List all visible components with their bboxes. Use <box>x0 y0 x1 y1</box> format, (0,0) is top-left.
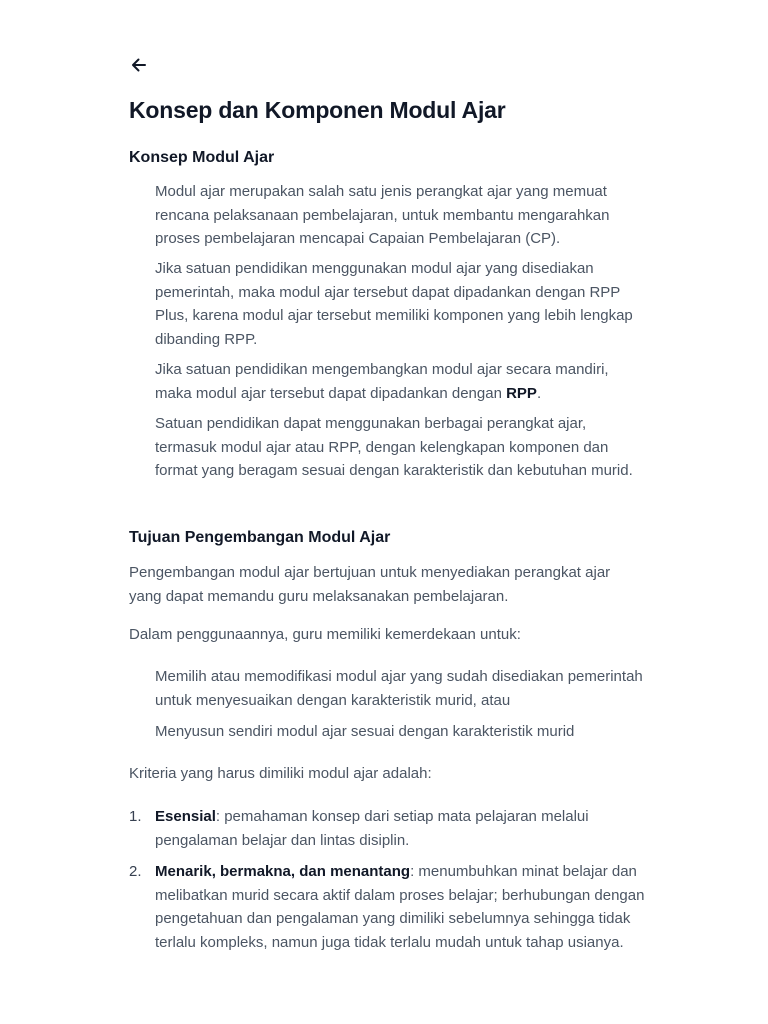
criteria-number-1: 1. <box>129 808 142 825</box>
criteria-item-2 <box>155 860 645 954</box>
criteria-desc-1: : pemahaman konsep dari setiap mata pelajaran melalui pengalaman belajar dan lintas disiplin. <box>155 808 589 849</box>
konsep-paragraph-1: Modul ajar merupakan salah satu jenis perangkat ajar yang memuat rencana pelaksanaan pembelajaran, untuk membantu mengarahkan proses pembelajaran mencapai Capaian Pembelajaran (CP). <box>155 183 610 247</box>
konsep-paragraph-2: Jika satuan pendidikan menggunakan modul ajar yang disediakan pemerintah, maka modul ajar tersebut dapat dipadankan dengan RPP Plus, karena modul ajar tersebut memiliki komponen yang lebih lengkap dibanding RPP. <box>155 260 633 348</box>
arrow-left-icon <box>129 55 149 75</box>
criteria-item-1 <box>155 805 645 852</box>
criteria-desc-2: : menumbuhkan minat belajar dan melibatkan murid secara aktif dalam proses belajar; berhubungan dengan pengetahuan dan pengalaman yang dimiliki sebelumnya sehingga tidak terlalu kompleks, namun juga tidak terlalu mudah untuk tahap usianya. <box>155 863 645 951</box>
page-title: Konsep dan Komponen Modul Ajar <box>129 97 506 123</box>
konsep-paragraph-3 <box>155 358 645 405</box>
back-button[interactable] <box>129 53 153 77</box>
tujuan-intro: Pengembangan modul ajar bertujuan untuk menyediakan perangkat ajar yang dapat memandu guru melaksanakan pembelajaran. <box>129 564 611 605</box>
section-heading-tujuan: Tujuan Pengembangan Modul Ajar <box>129 529 391 546</box>
section-heading-konsep: Konsep Modul Ajar <box>129 149 275 166</box>
freedom-item-2: Menyusun sendiri modul ajar sesuai dengan karakteristik murid <box>155 723 575 740</box>
freedom-intro: Dalam penggunaannya, guru memiliki kemerdekaan untuk: <box>129 626 521 643</box>
rpp-term: RPP <box>506 384 537 402</box>
konsep-paragraph-3-text: Jika satuan pendidikan mengembangkan modul ajar secara mandiri, maka modul ajar tersebut dapat dipadankan dengan <box>155 361 609 402</box>
criteria-number-2: 2. <box>129 863 142 880</box>
konsep-paragraph-3-end: . <box>536 384 542 402</box>
criteria-intro: Kriteria yang harus dimiliki modul ajar adalah: <box>129 765 432 782</box>
criteria-term-2: Menarik, bermakna, dan menantang <box>155 863 411 880</box>
konsep-paragraph-4: Satuan pendidikan dapat menggunakan berbagai perangkat ajar, termasuk modul ajar atau RPP, dengan kelengkapan komponen dan format yang beragam sesuai dengan karakteristik dan kebutuhan murid. <box>155 415 633 479</box>
freedom-item-1: Memilih atau memodifikasi modul ajar yang sudah disediakan pemerintah untuk menyesuaikan dengan karakteristik murid, atau <box>155 668 643 709</box>
criteria-term-1: Esensial <box>155 808 216 825</box>
